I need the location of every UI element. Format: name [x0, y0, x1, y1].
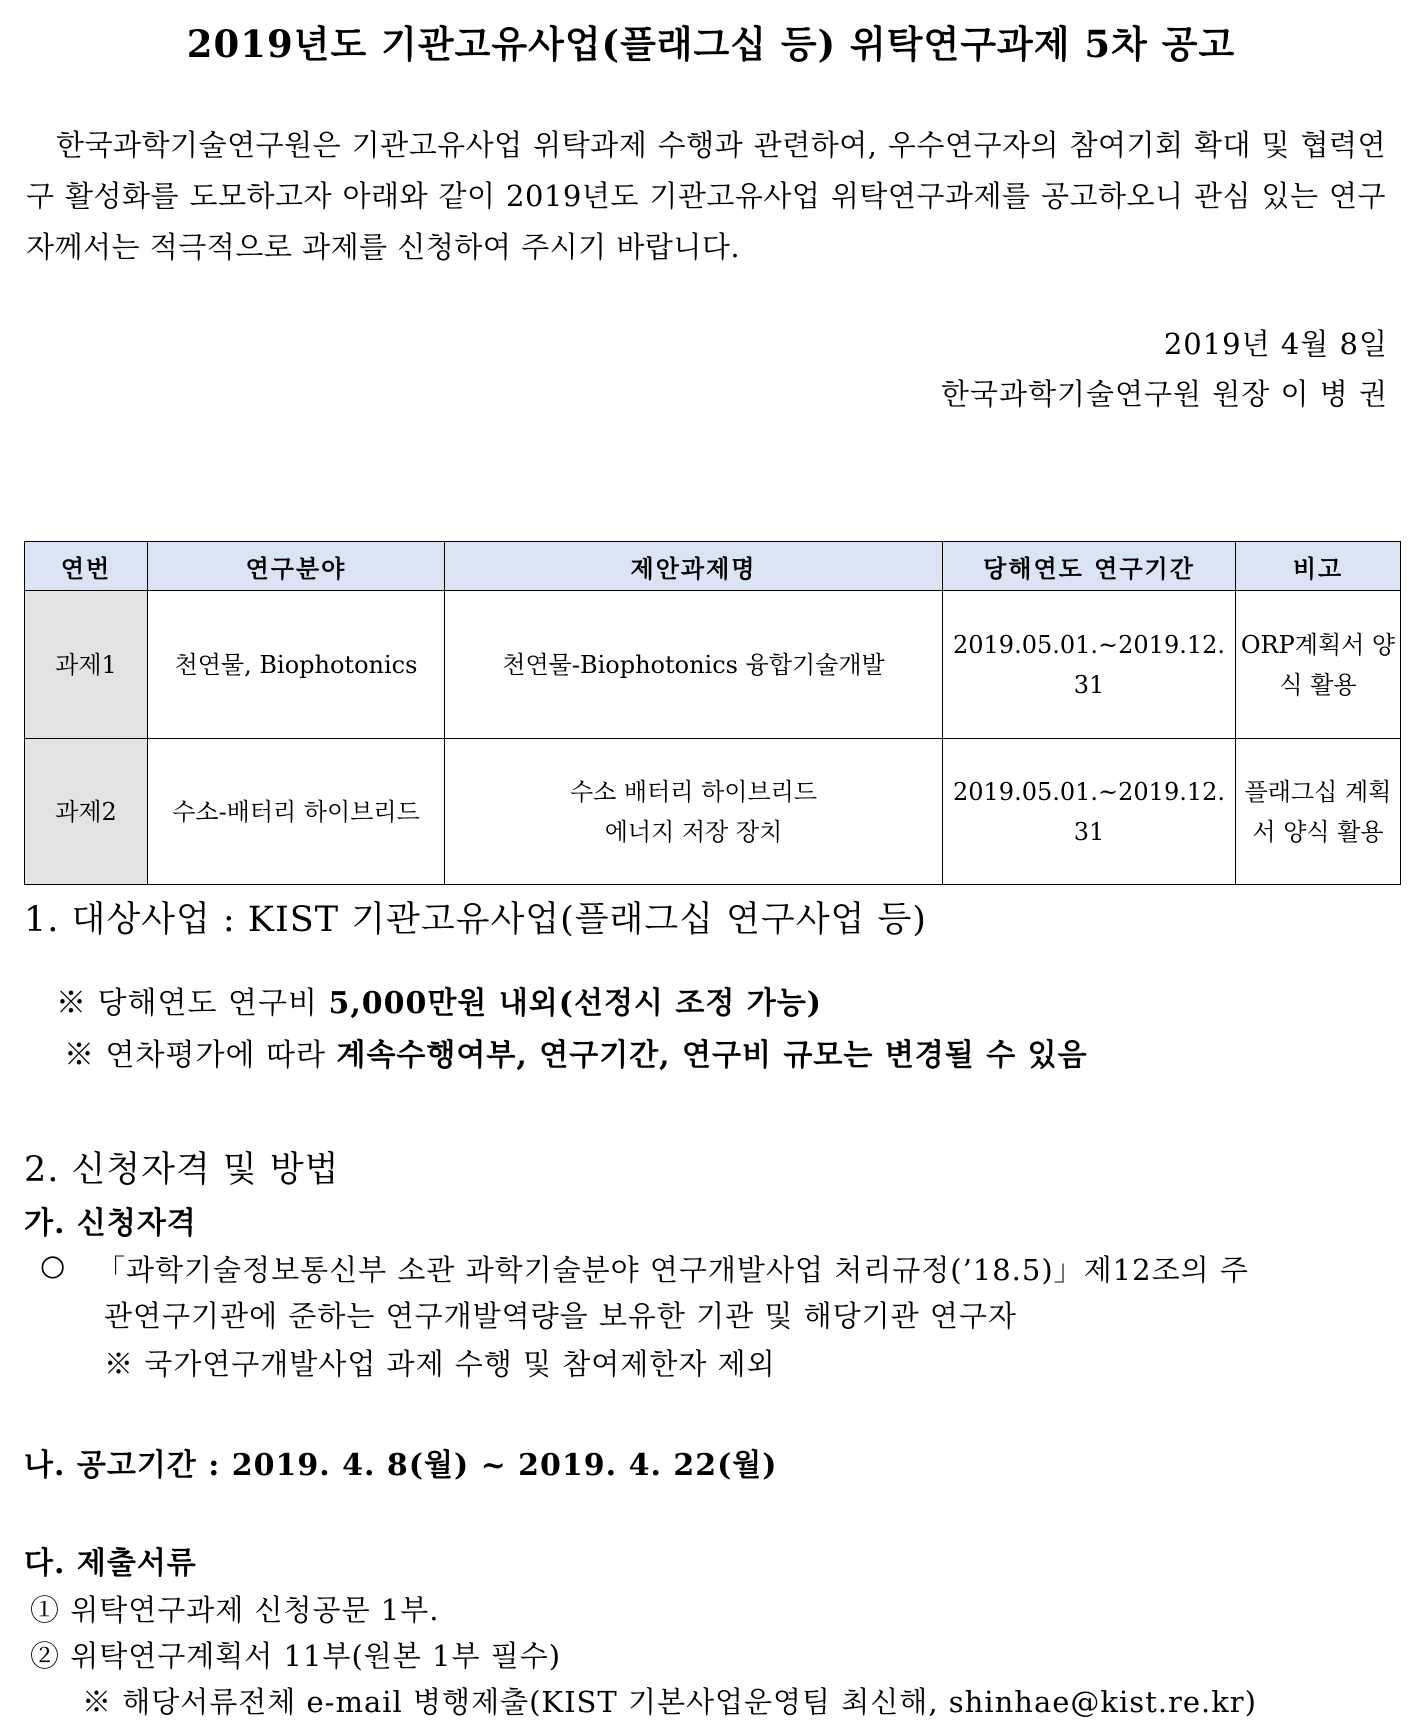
document-item-1: ① 위탁연구과제 신청공문 1부.: [30, 1593, 440, 1627]
bullet-mark: ○: [40, 1248, 67, 1282]
cell-period: [943, 739, 1236, 885]
cell-task-name: [445, 591, 943, 739]
period-line: 31: [1073, 817, 1105, 846]
subsection-b-period: [24, 1440, 777, 1484]
note-emphasis: 계속수행여부, 연구기간, 연구비 규모는 변경될 수 있음: [336, 1038, 1088, 1073]
section1-note-budget: [56, 978, 822, 1022]
note-line: 서 양식 활용: [1252, 817, 1384, 846]
note-line: 식 활용: [1279, 670, 1357, 699]
note-line: 플래그십 계획: [1244, 777, 1392, 806]
cell-period: [943, 591, 1236, 739]
cell-task-name: [445, 739, 943, 885]
subsection-a-heading: 가. 신청자격: [24, 1206, 197, 1241]
intro-paragraph: 한국과학기술연구원은 기관고유사업 위탁과제 수행과 관련하여, 우수연구자의 참여기회 확대 및 협력연구 활성화를 도모하고자 아래와 같이 2019년도 기관고유사업 위탁연구과제를 공고하오니 관심 있는 연구자께서는 적극적으로 과제를 신청하여 주시기 바랍니다.: [26, 128, 1386, 264]
cell-field: 천연물, Biophotonics: [148, 591, 445, 739]
table-row: [25, 739, 1401, 885]
period-line: 31: [1073, 670, 1105, 699]
period-label: 나. 공고기간 :: [24, 1448, 232, 1483]
cell-note: [1236, 591, 1401, 739]
subsection-c-heading: 다. 제출서류: [24, 1546, 197, 1581]
cell-no: 과제1: [25, 591, 148, 739]
section1-heading: 1. 대상사업 : KIST 기관고유사업(플래그십 연구사업 등): [24, 900, 927, 940]
note-emphasis: 5,000만원 내외(선정시 조정 가능): [328, 986, 822, 1021]
note-line: ORP계획서 양: [1240, 630, 1396, 659]
task-name-line: 천연물-Biophotonics 융합기술개발: [502, 650, 885, 679]
cell-field: 수소-배터리 하이브리드: [148, 739, 445, 885]
header-no: 연번: [25, 542, 148, 591]
announcement-date: 2019년 4월 8일: [1163, 327, 1388, 361]
header-note: 비고: [1236, 542, 1401, 591]
cell-no: 과제2: [25, 739, 148, 885]
table-row: [25, 591, 1401, 739]
period-line: 2019.05.01.~2019.12.: [952, 777, 1226, 806]
issuer-name: 한국과학기술연구원 원장 이 병 권: [940, 377, 1388, 411]
header-task-name: 제안과제명: [445, 542, 943, 591]
section2-heading: 2. 신청자격 및 방법: [24, 1150, 340, 1190]
eligibility-exclusion-note: ※ 국가연구개발사업 과제 수행 및 참여제한자 제외: [104, 1347, 776, 1381]
eligibility-line-1: 「과학기술정보통신부 소관 과학기술분야 연구개발사업 처리규정(’18.5)」제12조의 주: [96, 1253, 1249, 1287]
document-item-2: ② 위탁연구계획서 11부(원본 1부 필수): [30, 1639, 562, 1673]
period-line: 2019.05.01.~2019.12.: [952, 630, 1226, 659]
page-title: 2019년도 기관고유사업(플래그십 등) 위탁연구과제 5차 공고: [186, 22, 1236, 66]
header-field: 연구분야: [148, 542, 445, 591]
cell-note: [1236, 739, 1401, 885]
eligibility-line-2: 관연구기관에 준하는 연구개발역량을 보유한 기관 및 해당기관 연구자: [104, 1299, 1017, 1333]
task-name-line: 수소 배터리 하이브리드: [569, 777, 818, 806]
header-period: 당해연도 연구기간: [943, 542, 1236, 591]
note-text: ※ 연차평가에 따라: [64, 1038, 337, 1073]
section1-note-evaluation: [64, 1030, 1088, 1074]
table-header-row: [25, 542, 1401, 591]
document-email-note: ※ 해당서류전체 e-mail 병행제출(KIST 기본사업운영팀 최신해, shinhae@kist.re.kr): [82, 1685, 1257, 1719]
tasks-table: [24, 541, 1401, 885]
task-name-line: 에너지 저장 장치: [604, 817, 783, 846]
note-text: ※ 당해연도 연구비: [56, 986, 329, 1021]
period-value: 2019. 4. 8(월) ~ 2019. 4. 22(월): [231, 1448, 778, 1483]
